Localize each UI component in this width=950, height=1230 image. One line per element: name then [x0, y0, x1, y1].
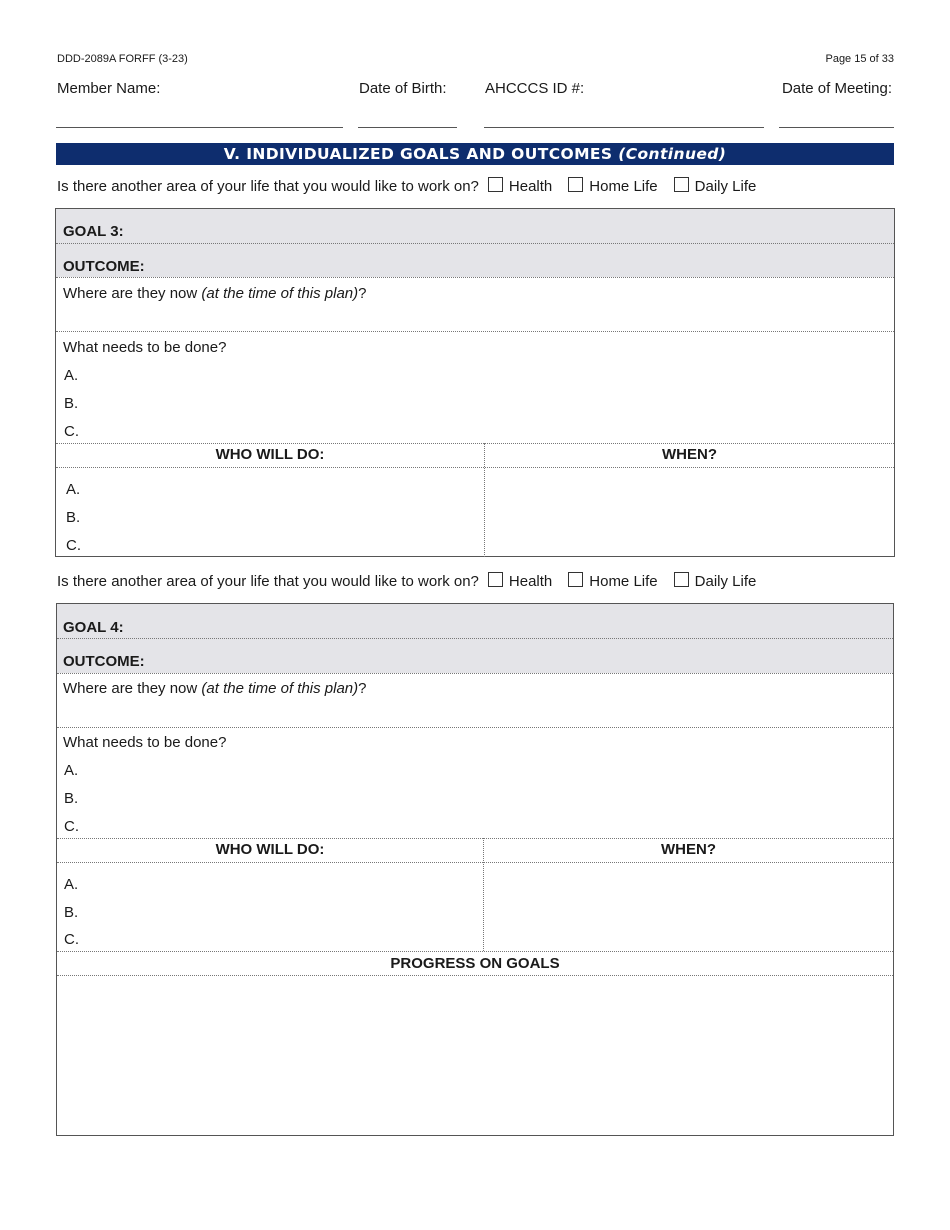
daily-life-label: Daily Life: [694, 178, 757, 195]
goal-3-who-c: C.: [66, 537, 81, 554]
goal-4-table: [56, 603, 894, 1136]
goal-3-need-a: A.: [64, 367, 79, 384]
goal-3-when-header: WHEN?: [662, 446, 717, 463]
goal-3-who-b: B.: [66, 509, 81, 526]
goal-4-who-c: C.: [64, 931, 79, 948]
ahcccs-id-label: AHCCCS ID #:: [485, 80, 585, 97]
goal-3-who-header: WHO WILL DO:: [215, 446, 325, 463]
home-life-checkbox[interactable]: [568, 572, 583, 587]
goal-3-needs-label: What needs to be done?: [63, 339, 227, 356]
meeting-date-label: Date of Meeting:: [781, 80, 892, 97]
goal-3-need-b: B.: [64, 395, 79, 412]
goal-4-label: GOAL 4:: [63, 619, 124, 636]
life-area-question-1: [57, 177, 756, 197]
home-life-checkbox[interactable]: [568, 177, 583, 192]
section-continued: (Continued): [618, 145, 727, 163]
health-label: Health: [508, 573, 553, 590]
goal-4-who-header: WHO WILL DO:: [215, 841, 325, 858]
dob-label: Date of Birth:: [359, 80, 447, 97]
meeting-date-field[interactable]: [779, 127, 894, 128]
goal-4-where-now: Where are they now (at the time of this plan)?: [63, 680, 367, 697]
goal-4-needs-label: What needs to be done?: [63, 734, 227, 751]
dob-field[interactable]: [358, 127, 457, 128]
member-name-field[interactable]: [56, 127, 343, 128]
goal-3-table: [55, 208, 895, 557]
home-life-label: Home Life: [589, 573, 658, 590]
progress-on-goals-header: PROGRESS ON GOALS: [390, 955, 560, 972]
goal-3-label: GOAL 3:: [63, 223, 124, 240]
goal-4-who-a: A.: [64, 876, 79, 893]
form-id: DDD-2089A FORFF (3-23): [57, 53, 188, 65]
goal-4-need-c: C.: [64, 818, 79, 835]
health-checkbox[interactable]: [488, 177, 503, 192]
member-name-label: Member Name:: [57, 80, 161, 97]
health-checkbox[interactable]: [488, 572, 503, 587]
home-life-label: Home Life: [589, 178, 658, 195]
goal-3-need-c: C.: [64, 423, 79, 440]
page-number: Page 15 of 33: [825, 53, 894, 65]
goal-4-need-a: A.: [64, 762, 79, 779]
goal-3-outcome-label: OUTCOME:: [63, 258, 145, 275]
daily-life-checkbox[interactable]: [674, 572, 689, 587]
question-text: Is there another area of your life that you would like to work on?: [57, 573, 479, 590]
question-text: Is there another area of your life that you would like to work on?: [57, 178, 479, 195]
progress-on-goals-field[interactable]: [57, 976, 893, 1134]
goal-4-when-header: WHEN?: [661, 841, 716, 858]
health-label: Health: [508, 178, 553, 195]
goal-3-who-a: A.: [66, 481, 81, 498]
goal-4-need-b: B.: [64, 790, 79, 807]
section-banner: [56, 143, 894, 165]
goal-3-where-now: Where are they now (at the time of this plan)?: [63, 285, 367, 302]
goal-4-who-b: B.: [64, 904, 79, 921]
daily-life-label: Daily Life: [694, 573, 757, 590]
goal-4-outcome-label: OUTCOME:: [63, 653, 145, 670]
ahcccs-id-field[interactable]: [484, 127, 764, 128]
life-area-question-2: [57, 572, 756, 592]
section-title: V. INDIVIDUALIZED GOALS AND OUTCOMES: [223, 145, 613, 163]
daily-life-checkbox[interactable]: [674, 177, 689, 192]
